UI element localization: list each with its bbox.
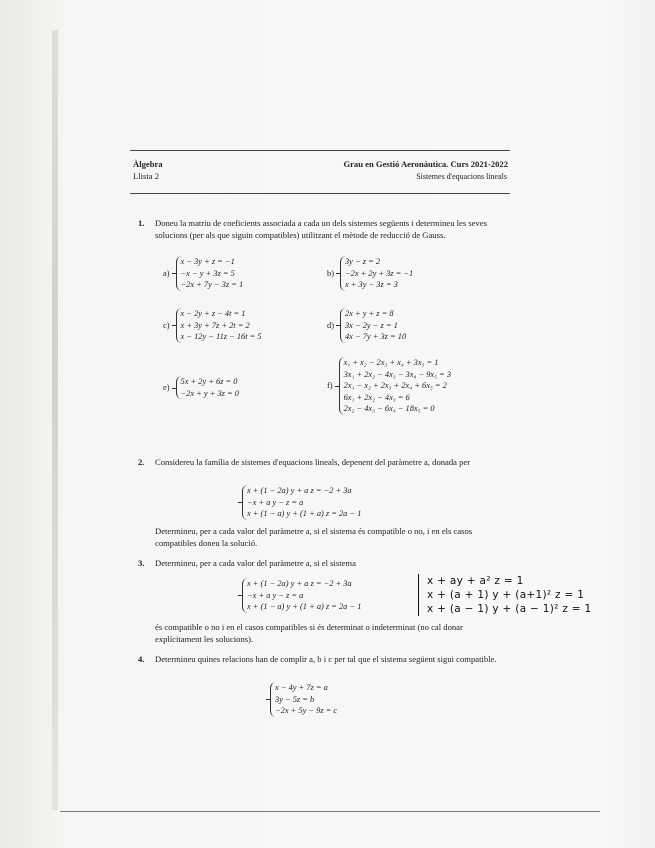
- page-bottom-edge: [60, 811, 600, 812]
- topic-title: Sistemes d'equacions lineals: [416, 172, 507, 181]
- problem-2-number: 2.: [138, 457, 145, 467]
- problem-1-text: Doneu la matriu de coeficients associada a cada un dels sistemes següents i determineu les seves solucions (per als que siguin compatibles) utilitzant el mètode de reducció de Gauss.: [155, 218, 487, 240]
- system-f: f) x₁ + x₂ − 2x₃ + x₄ + 3x₅ = 1 3x₁ + 2x₂ − 4x₃ − 3x₄ − 9x₅ = 3 2x₁ − x₂ + 2x₃ + 2x₄ + 6x₅ = 2 6x₁ + 2x₂ − 4x₃ = 6 2x₂ − 4x₃ − 6x₄ − 18x₅ = 0: [327, 358, 452, 413]
- problem-3-intro: Determineu, per a cada valor del paràmetre a, si el sistema: [155, 558, 356, 568]
- problem-3-number: 3.: [138, 558, 145, 568]
- problem-3-text: és compatible o no i en el casos compatibles si és determinat o indeterminat (no cal donar explícitament les solucions).: [155, 622, 463, 644]
- system-problem-4: x − 4y + 7z = a 3y − 5z = b −2x + 5y − 9z = c: [268, 682, 337, 717]
- list-number: Llista 2: [133, 171, 160, 181]
- problem-4-number: 4.: [138, 654, 145, 664]
- system-c: c) x − 2y + z − 4t = 1 x + 3y + 7z + 2t = 2 x − 12y − 11z − 16t = 5: [163, 309, 262, 341]
- problem-4-intro: Determineu quines relacions han de complir a, b i c per tal que el sistema següent sigui compatible.: [155, 654, 497, 664]
- header-bottom-rule: [130, 193, 510, 194]
- problem-2-intro: Considereu la família de sistemes d'equacions lineals, depenent del paràmetre a, donada per: [155, 457, 471, 467]
- system-e: e) 5x + 2y + 6z = 0 −2x + y + 3z = 0: [163, 377, 239, 398]
- system-problem-3: x + (1 − 2a) y + a z = −2 + 3a −x + a y − z = a x + (1 − a) y + (1 + a) z = 2a − 1: [240, 578, 361, 613]
- page-edge-shadow: [52, 30, 58, 810]
- header-top-rule: [130, 150, 510, 151]
- system-d: d) 2x + y + z = 8 3x − 2y − z = 1 4x − 7y + 3z = 10: [327, 309, 407, 341]
- problem-1-number: 1.: [138, 218, 145, 228]
- course-title: Àlgebra: [133, 159, 163, 169]
- system-a: a) x − 3y + z = −1 −x − y + 3z = 5 −2x + 7y − 3z = 1: [163, 257, 244, 289]
- problem-2-text: Determineu, per a cada valor del paràmetre a, si el sistema és compatible o no, i en els casos compatibles doneu la solució.: [155, 526, 473, 548]
- handwritten-system: x + ay + a² z = 1 x + (a + 1) y + (a+1)² z = 1 x + (a − 1) y + (a − 1)² z = 1: [418, 574, 592, 616]
- degree-title: Grau en Gestió Aeronàutica. Curs 2021-2022: [343, 159, 508, 169]
- system-b: b) 3y − z = 2 −2x + 2y + 3z = −1 x + 3y − 3z = 3: [327, 257, 414, 289]
- system-problem-2: x + (1 − 2a) y + a z = −2 + 3a −x + a y − z = a x + (1 − a) y + (1 + a) z = 2a − 1: [240, 485, 361, 520]
